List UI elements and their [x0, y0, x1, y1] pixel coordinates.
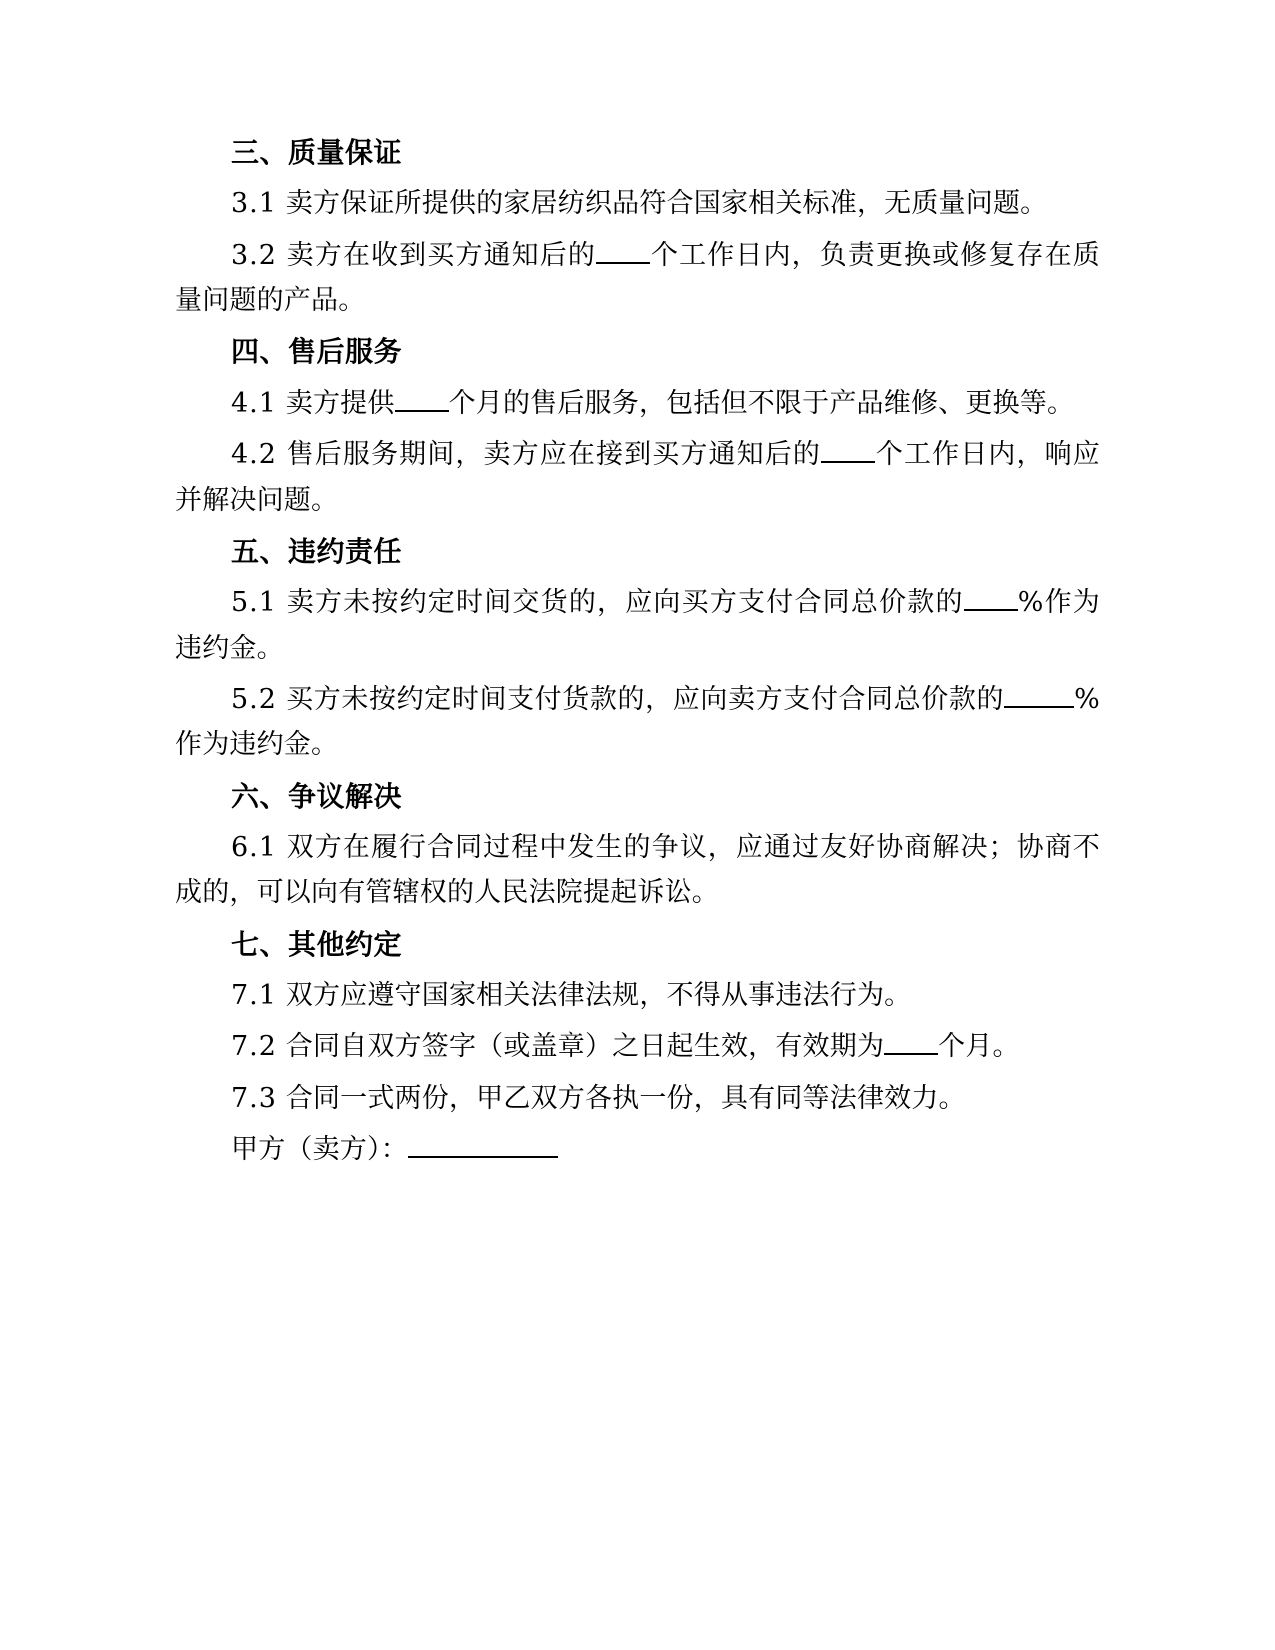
paragraph-5-2	[175, 677, 1100, 768]
paragraph-text: 合同自双方签字（或盖章）之日起生效，有效期为	[285, 1031, 885, 1063]
signature-line-seller	[175, 1127, 1100, 1172]
paragraph-text-after: %作为违约金。	[175, 683, 1100, 761]
paragraph-number: 7.3	[231, 1082, 277, 1114]
fill-in-blank[interactable]	[884, 1053, 938, 1055]
paragraph-3-1	[175, 181, 1100, 226]
paragraph-text: 卖方提供	[285, 387, 395, 419]
paragraph-7-2	[175, 1024, 1100, 1069]
paragraph-5-1	[175, 580, 1100, 671]
paragraph-number: 4.1	[231, 387, 277, 419]
paragraph-4-2	[175, 432, 1100, 523]
paragraph-number: 6.1	[231, 832, 277, 864]
paragraph-text-after: 个工作日内，负责更换或修复存在质量问题的产品。	[175, 239, 1100, 317]
paragraph-4-1	[175, 381, 1100, 426]
paragraph-text-after: 个月的售后服务，包括但不限于产品维修、更换等。	[448, 387, 1075, 419]
fill-in-blank[interactable]	[964, 609, 1018, 611]
paragraph-text: 卖方未按约定时间交货的，应向买方支付合同总价款的	[286, 587, 964, 619]
section-heading-7: 七、其他约定	[231, 927, 403, 961]
paragraph-number: 4.2	[231, 439, 277, 471]
paragraph-text-after: %作为违约金。	[175, 587, 1100, 664]
paragraph-text: 卖方在收到买方通知后的	[286, 239, 597, 271]
section-heading-6: 六、争议解决	[231, 779, 403, 813]
fill-in-blank[interactable]	[395, 410, 449, 412]
paragraph-text: 卖方保证所提供的家居纺织品符合国家相关标准，无质量问题。	[285, 188, 1048, 220]
section-heading-4: 四、售后服务	[231, 335, 403, 369]
paragraph-number: 5.2	[231, 683, 277, 715]
document-body	[175, 130, 1100, 1173]
paragraph-text: 买方未按约定时间支付货款的，应向卖方支付合同总价款的	[286, 683, 1005, 715]
signature-label: 甲方（卖方）：	[231, 1134, 408, 1166]
section-heading-5: 五、违约责任	[231, 534, 403, 568]
paragraph-7-1	[175, 973, 1100, 1018]
paragraph-text: 合同一式两份，甲乙双方各执一份，具有同等法律效力。	[285, 1082, 966, 1114]
fill-in-blank[interactable]	[821, 461, 875, 463]
paragraph-text-after: 个工作日内，响应并解决问题。	[175, 439, 1100, 516]
paragraph-number: 3.1	[231, 188, 277, 220]
fill-in-blank[interactable]	[1004, 706, 1074, 708]
paragraph-text: 双方应遵守国家相关法律法规，不得从事违法行为。	[285, 980, 912, 1012]
paragraph-number: 3.2	[231, 239, 277, 271]
paragraph-number: 7.1	[231, 980, 277, 1012]
signature-blank[interactable]	[408, 1156, 558, 1158]
paragraph-number: 5.1	[231, 587, 277, 619]
paragraph-number: 7.2	[231, 1031, 277, 1063]
paragraph-7-3	[175, 1076, 1100, 1121]
paragraph-text: 双方在履行合同过程中发生的争议，应通过友好协商解决；协商不成的，可以向有管辖权的人民法院提起诉讼。	[175, 832, 1100, 909]
paragraph-6-1	[175, 825, 1100, 916]
paragraph-text-after: 个月。	[938, 1031, 1020, 1063]
paragraph-3-2	[175, 233, 1100, 324]
paragraph-text: 售后服务期间，卖方应在接到买方通知后的	[286, 439, 821, 471]
fill-in-blank[interactable]	[596, 262, 650, 264]
section-heading-3: 三、质量保证	[231, 136, 403, 169]
